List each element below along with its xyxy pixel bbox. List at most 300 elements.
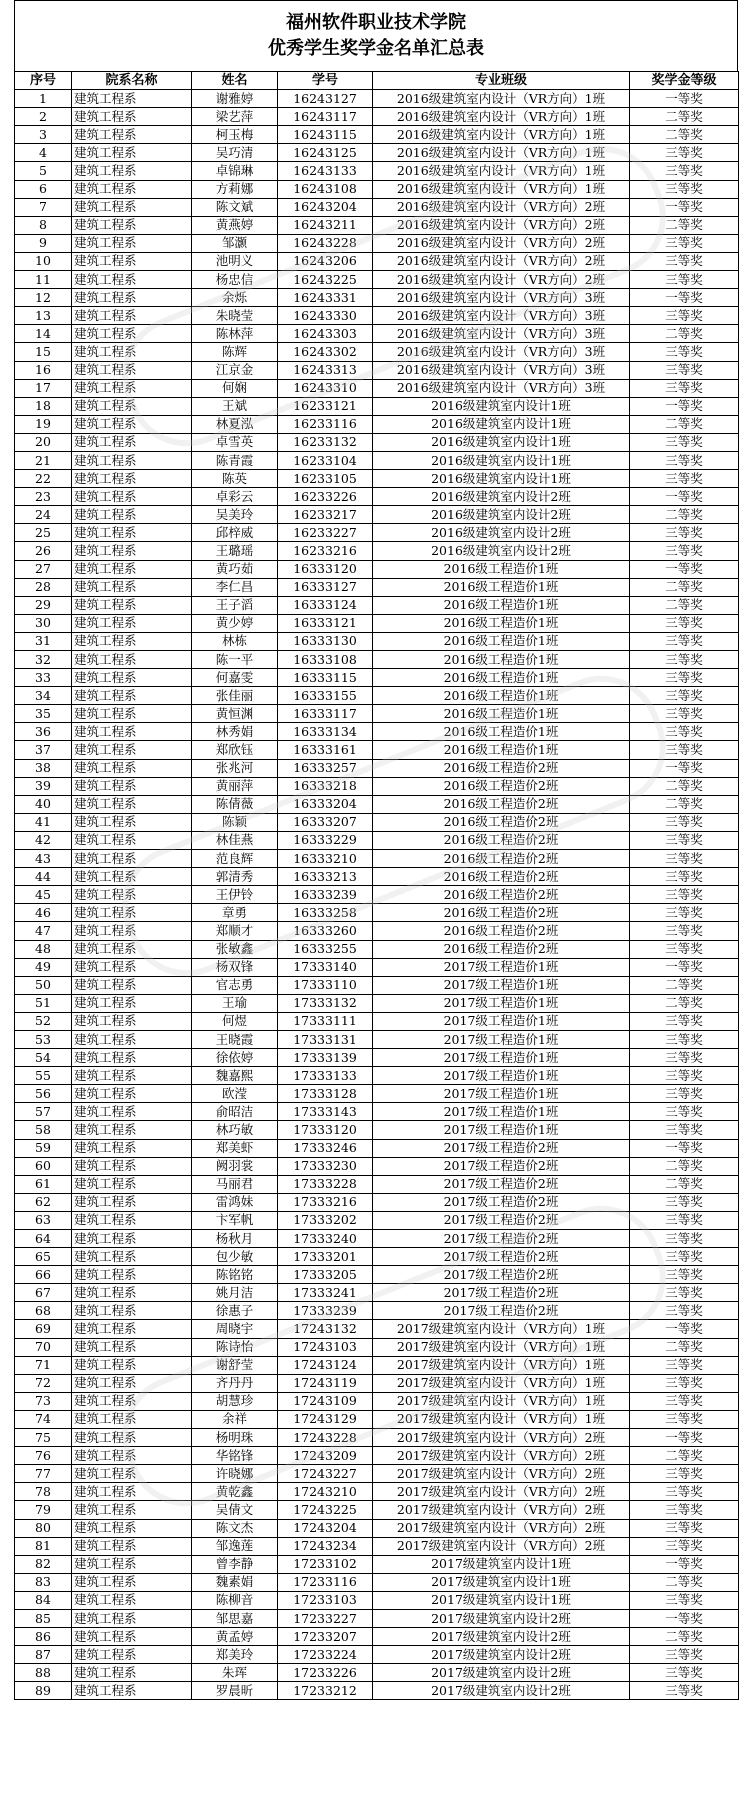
row-index: 64 bbox=[15, 1230, 72, 1248]
row-index: 56 bbox=[15, 1085, 72, 1103]
table-row bbox=[15, 1555, 739, 1573]
header-index: 序号 bbox=[15, 72, 72, 90]
row-department: 建筑工程系 bbox=[72, 343, 192, 361]
row-index: 4 bbox=[15, 144, 72, 162]
row-student-id: 17333202 bbox=[278, 1211, 373, 1229]
table-row bbox=[15, 1465, 739, 1483]
row-award-level: 三等奖 bbox=[630, 1465, 739, 1483]
row-department: 建筑工程系 bbox=[72, 1410, 192, 1428]
table-row bbox=[15, 1646, 739, 1664]
row-student-id: 16233227 bbox=[278, 524, 373, 542]
row-name: 杨明珠 bbox=[192, 1429, 278, 1447]
row-index: 18 bbox=[15, 397, 72, 415]
row-award-level: 三等奖 bbox=[630, 813, 739, 831]
row-index: 84 bbox=[15, 1591, 72, 1609]
row-student-id: 17333143 bbox=[278, 1103, 373, 1121]
row-department: 建筑工程系 bbox=[72, 1302, 192, 1320]
row-award-level: 一等奖 bbox=[630, 1429, 739, 1447]
row-index: 59 bbox=[15, 1139, 72, 1157]
row-award-level: 三等奖 bbox=[630, 868, 739, 886]
table-row bbox=[15, 1338, 739, 1356]
row-class: 2016级建筑室内设计2班 bbox=[373, 506, 630, 524]
row-award-level: 三等奖 bbox=[630, 271, 739, 289]
row-class: 2016级工程造价2班 bbox=[373, 922, 630, 940]
row-class: 2016级建筑室内设计（VR方向）3班 bbox=[373, 325, 630, 343]
row-index: 40 bbox=[15, 795, 72, 813]
row-class: 2017级建筑室内设计（VR方向）2班 bbox=[373, 1519, 630, 1537]
row-department: 建筑工程系 bbox=[72, 976, 192, 994]
row-student-id: 16333258 bbox=[278, 904, 373, 922]
table-row bbox=[15, 1664, 739, 1682]
table-row bbox=[15, 1049, 739, 1067]
row-class: 2017级建筑室内设计（VR方向）1班 bbox=[373, 1410, 630, 1428]
row-class: 2017级工程造价1班 bbox=[373, 1121, 630, 1139]
row-student-id: 17243109 bbox=[278, 1392, 373, 1410]
row-name: 杨忠信 bbox=[192, 271, 278, 289]
row-student-id: 16233116 bbox=[278, 415, 373, 433]
row-name: 邹逸莲 bbox=[192, 1537, 278, 1555]
row-name: 谢舒莹 bbox=[192, 1356, 278, 1374]
row-class: 2016级工程造价2班 bbox=[373, 777, 630, 795]
row-index: 27 bbox=[15, 560, 72, 578]
row-name: 王子滔 bbox=[192, 596, 278, 614]
row-student-id: 16243108 bbox=[278, 180, 373, 198]
row-award-level: 一等奖 bbox=[630, 560, 739, 578]
row-department: 建筑工程系 bbox=[72, 108, 192, 126]
row-student-id: 17333110 bbox=[278, 976, 373, 994]
row-name: 黄恒渊 bbox=[192, 705, 278, 723]
row-name: 黄孟婷 bbox=[192, 1628, 278, 1646]
row-index: 78 bbox=[15, 1483, 72, 1501]
row-class: 2017级工程造价2班 bbox=[373, 1302, 630, 1320]
row-award-level: 三等奖 bbox=[630, 632, 739, 650]
row-student-id: 17333205 bbox=[278, 1266, 373, 1284]
row-index: 19 bbox=[15, 415, 72, 433]
row-index: 47 bbox=[15, 922, 72, 940]
table-row bbox=[15, 307, 739, 325]
header-row bbox=[15, 72, 739, 90]
row-index: 57 bbox=[15, 1103, 72, 1121]
row-name: 林秀娟 bbox=[192, 723, 278, 741]
row-student-id: 16243127 bbox=[278, 90, 373, 108]
row-name: 黄少婷 bbox=[192, 614, 278, 632]
row-index: 41 bbox=[15, 813, 72, 831]
row-index: 48 bbox=[15, 940, 72, 958]
row-class: 2016级工程造价2班 bbox=[373, 813, 630, 831]
row-name: 邹思嘉 bbox=[192, 1609, 278, 1627]
row-student-id: 16243313 bbox=[278, 361, 373, 379]
row-department: 建筑工程系 bbox=[72, 1628, 192, 1646]
row-index: 17 bbox=[15, 379, 72, 397]
row-class: 2016级建筑室内设计1班 bbox=[373, 397, 630, 415]
scholarship-table bbox=[14, 71, 739, 1700]
row-student-id: 16333210 bbox=[278, 850, 373, 868]
row-department: 建筑工程系 bbox=[72, 1537, 192, 1555]
row-student-id: 17333128 bbox=[278, 1085, 373, 1103]
row-class: 2017级工程造价2班 bbox=[373, 1157, 630, 1175]
row-index: 66 bbox=[15, 1266, 72, 1284]
row-class: 2016级建筑室内设计（VR方向）1班 bbox=[373, 108, 630, 126]
row-award-level: 三等奖 bbox=[630, 1519, 739, 1537]
row-index: 12 bbox=[15, 289, 72, 307]
row-class: 2017级建筑室内设计2班 bbox=[373, 1609, 630, 1627]
row-department: 建筑工程系 bbox=[72, 180, 192, 198]
row-award-level: 三等奖 bbox=[630, 1012, 739, 1030]
row-name: 张佳丽 bbox=[192, 687, 278, 705]
row-class: 2017级工程造价1班 bbox=[373, 1103, 630, 1121]
row-name: 卞军帆 bbox=[192, 1211, 278, 1229]
row-index: 85 bbox=[15, 1609, 72, 1627]
row-award-level: 三等奖 bbox=[630, 651, 739, 669]
row-award-level: 三等奖 bbox=[630, 741, 739, 759]
row-department: 建筑工程系 bbox=[72, 940, 192, 958]
row-name: 徐依婷 bbox=[192, 1049, 278, 1067]
row-department: 建筑工程系 bbox=[72, 614, 192, 632]
row-department: 建筑工程系 bbox=[72, 126, 192, 144]
row-name: 陈诗怡 bbox=[192, 1338, 278, 1356]
row-award-level: 三等奖 bbox=[630, 542, 739, 560]
header-name: 姓名 bbox=[192, 72, 278, 90]
row-student-id: 16333204 bbox=[278, 795, 373, 813]
row-department: 建筑工程系 bbox=[72, 1320, 192, 1338]
row-class: 2016级建筑室内设计（VR方向）2班 bbox=[373, 271, 630, 289]
row-award-level: 三等奖 bbox=[630, 1049, 739, 1067]
row-class: 2017级建筑室内设计2班 bbox=[373, 1664, 630, 1682]
row-class: 2017级建筑室内设计（VR方向）1班 bbox=[373, 1356, 630, 1374]
row-name: 魏素娟 bbox=[192, 1573, 278, 1591]
row-class: 2017级建筑室内设计（VR方向）1班 bbox=[373, 1392, 630, 1410]
row-award-level: 三等奖 bbox=[630, 1067, 739, 1085]
row-department: 建筑工程系 bbox=[72, 723, 192, 741]
row-student-id: 16243310 bbox=[278, 379, 373, 397]
table-row bbox=[15, 687, 739, 705]
row-class: 2016级建筑室内设计（VR方向）1班 bbox=[373, 90, 630, 108]
row-class: 2016级建筑室内设计1班 bbox=[373, 470, 630, 488]
row-department: 建筑工程系 bbox=[72, 886, 192, 904]
table-row bbox=[15, 1302, 739, 1320]
row-department: 建筑工程系 bbox=[72, 415, 192, 433]
row-index: 53 bbox=[15, 1030, 72, 1048]
row-class: 2016级建筑室内设计（VR方向）3班 bbox=[373, 343, 630, 361]
row-name: 林夏泓 bbox=[192, 415, 278, 433]
row-student-id: 16243302 bbox=[278, 343, 373, 361]
row-award-level: 一等奖 bbox=[630, 759, 739, 777]
row-award-level: 三等奖 bbox=[630, 705, 739, 723]
row-department: 建筑工程系 bbox=[72, 687, 192, 705]
row-class: 2016级工程造价2班 bbox=[373, 850, 630, 868]
row-student-id: 17333139 bbox=[278, 1049, 373, 1067]
row-class: 2017级工程造价1班 bbox=[373, 1030, 630, 1048]
row-index: 23 bbox=[15, 488, 72, 506]
row-class: 2016级工程造价2班 bbox=[373, 868, 630, 886]
table-row bbox=[15, 813, 739, 831]
row-name: 陈柳音 bbox=[192, 1591, 278, 1609]
row-department: 建筑工程系 bbox=[72, 1374, 192, 1392]
row-name: 魏嘉熙 bbox=[192, 1067, 278, 1085]
row-department: 建筑工程系 bbox=[72, 777, 192, 795]
table-row bbox=[15, 451, 739, 469]
row-name: 陈英 bbox=[192, 470, 278, 488]
table-row bbox=[15, 1374, 739, 1392]
row-student-id: 17333120 bbox=[278, 1121, 373, 1139]
row-name: 吴美玲 bbox=[192, 506, 278, 524]
row-department: 建筑工程系 bbox=[72, 1465, 192, 1483]
table-row bbox=[15, 1175, 739, 1193]
row-class: 2017级工程造价2班 bbox=[373, 1139, 630, 1157]
row-class: 2016级建筑室内设计2班 bbox=[373, 542, 630, 560]
row-name: 齐丹丹 bbox=[192, 1374, 278, 1392]
row-student-id: 16243125 bbox=[278, 144, 373, 162]
table-row bbox=[15, 1103, 739, 1121]
row-index: 36 bbox=[15, 723, 72, 741]
row-student-id: 17243204 bbox=[278, 1519, 373, 1537]
row-class: 2016级建筑室内设计（VR方向）2班 bbox=[373, 234, 630, 252]
table-row bbox=[15, 1157, 739, 1175]
row-student-id: 16243133 bbox=[278, 162, 373, 180]
row-department: 建筑工程系 bbox=[72, 144, 192, 162]
row-class: 2016级建筑室内设计1班 bbox=[373, 415, 630, 433]
row-department: 建筑工程系 bbox=[72, 1646, 192, 1664]
row-department: 建筑工程系 bbox=[72, 1447, 192, 1465]
row-student-id: 16243330 bbox=[278, 307, 373, 325]
row-name: 陈颖 bbox=[192, 813, 278, 831]
row-index: 5 bbox=[15, 162, 72, 180]
table-row bbox=[15, 108, 739, 126]
row-award-level: 一等奖 bbox=[630, 1555, 739, 1573]
row-department: 建筑工程系 bbox=[72, 1682, 192, 1700]
row-index: 75 bbox=[15, 1429, 72, 1447]
row-student-id: 16243115 bbox=[278, 126, 373, 144]
row-department: 建筑工程系 bbox=[72, 198, 192, 216]
row-student-id: 17243209 bbox=[278, 1447, 373, 1465]
row-class: 2016级工程造价1班 bbox=[373, 669, 630, 687]
row-index: 38 bbox=[15, 759, 72, 777]
row-class: 2017级工程造价2班 bbox=[373, 1211, 630, 1229]
row-index: 71 bbox=[15, 1356, 72, 1374]
table-row bbox=[15, 379, 739, 397]
row-award-level: 一等奖 bbox=[630, 397, 739, 415]
row-student-id: 16233121 bbox=[278, 397, 373, 415]
table-row bbox=[15, 271, 739, 289]
row-student-id: 17233227 bbox=[278, 1609, 373, 1627]
table-row bbox=[15, 506, 739, 524]
row-index: 15 bbox=[15, 343, 72, 361]
table-row bbox=[15, 1284, 739, 1302]
row-department: 建筑工程系 bbox=[72, 1609, 192, 1627]
row-name: 马丽君 bbox=[192, 1175, 278, 1193]
table-row bbox=[15, 741, 739, 759]
row-student-id: 17333111 bbox=[278, 1012, 373, 1030]
row-name: 陈铭铭 bbox=[192, 1266, 278, 1284]
row-student-id: 17333241 bbox=[278, 1284, 373, 1302]
row-class: 2017级工程造价1班 bbox=[373, 1085, 630, 1103]
row-index: 67 bbox=[15, 1284, 72, 1302]
row-student-id: 16233216 bbox=[278, 542, 373, 560]
row-department: 建筑工程系 bbox=[72, 1338, 192, 1356]
row-award-level: 三等奖 bbox=[630, 1284, 739, 1302]
table-row bbox=[15, 1193, 739, 1211]
row-class: 2017级工程造价2班 bbox=[373, 1175, 630, 1193]
row-student-id: 17333239 bbox=[278, 1302, 373, 1320]
row-index: 87 bbox=[15, 1646, 72, 1664]
row-name: 卓锦琳 bbox=[192, 162, 278, 180]
row-class: 2016级工程造价2班 bbox=[373, 886, 630, 904]
row-award-level: 二等奖 bbox=[630, 994, 739, 1012]
table-row bbox=[15, 1266, 739, 1284]
table-row bbox=[15, 1012, 739, 1030]
row-index: 32 bbox=[15, 651, 72, 669]
table-row bbox=[15, 234, 739, 252]
row-department: 建筑工程系 bbox=[72, 1519, 192, 1537]
row-index: 74 bbox=[15, 1410, 72, 1428]
row-index: 25 bbox=[15, 524, 72, 542]
row-award-level: 二等奖 bbox=[630, 126, 739, 144]
row-student-id: 16243204 bbox=[278, 198, 373, 216]
row-index: 31 bbox=[15, 632, 72, 650]
row-name: 郑美虾 bbox=[192, 1139, 278, 1157]
row-student-id: 17233116 bbox=[278, 1573, 373, 1591]
row-award-level: 三等奖 bbox=[630, 1664, 739, 1682]
row-student-id: 16333130 bbox=[278, 632, 373, 650]
row-department: 建筑工程系 bbox=[72, 1248, 192, 1266]
table-row bbox=[15, 560, 739, 578]
row-department: 建筑工程系 bbox=[72, 1030, 192, 1048]
row-award-level: 二等奖 bbox=[630, 216, 739, 234]
row-class: 2016级建筑室内设计2班 bbox=[373, 488, 630, 506]
row-student-id: 16333257 bbox=[278, 759, 373, 777]
table-row bbox=[15, 343, 739, 361]
row-index: 49 bbox=[15, 958, 72, 976]
row-index: 76 bbox=[15, 1447, 72, 1465]
row-index: 2 bbox=[15, 108, 72, 126]
row-award-level: 三等奖 bbox=[630, 470, 739, 488]
row-class: 2016级建筑室内设计1班 bbox=[373, 451, 630, 469]
row-index: 30 bbox=[15, 614, 72, 632]
row-student-id: 16333134 bbox=[278, 723, 373, 741]
row-award-level: 二等奖 bbox=[630, 578, 739, 596]
row-department: 建筑工程系 bbox=[72, 1157, 192, 1175]
row-award-level: 一等奖 bbox=[630, 289, 739, 307]
row-class: 2016级建筑室内设计2班 bbox=[373, 524, 630, 542]
row-award-level: 三等奖 bbox=[630, 1121, 739, 1139]
row-class: 2017级工程造价1班 bbox=[373, 976, 630, 994]
row-department: 建筑工程系 bbox=[72, 578, 192, 596]
row-award-level: 三等奖 bbox=[630, 922, 739, 940]
row-department: 建筑工程系 bbox=[72, 651, 192, 669]
row-index: 45 bbox=[15, 886, 72, 904]
row-class: 2016级工程造价1班 bbox=[373, 578, 630, 596]
row-class: 2017级工程造价1班 bbox=[373, 958, 630, 976]
row-department: 建筑工程系 bbox=[72, 741, 192, 759]
row-index: 20 bbox=[15, 433, 72, 451]
table-row bbox=[15, 1573, 739, 1591]
table-row bbox=[15, 723, 739, 741]
row-index: 24 bbox=[15, 506, 72, 524]
row-class: 2017级建筑室内设计（VR方向）2班 bbox=[373, 1537, 630, 1555]
row-student-id: 16243228 bbox=[278, 234, 373, 252]
row-department: 建筑工程系 bbox=[72, 705, 192, 723]
row-award-level: 三等奖 bbox=[630, 451, 739, 469]
row-index: 62 bbox=[15, 1193, 72, 1211]
row-index: 58 bbox=[15, 1121, 72, 1139]
row-index: 86 bbox=[15, 1628, 72, 1646]
row-name: 胡慧珍 bbox=[192, 1392, 278, 1410]
row-class: 2017级建筑室内设计（VR方向）2班 bbox=[373, 1501, 630, 1519]
row-index: 26 bbox=[15, 542, 72, 560]
row-award-level: 二等奖 bbox=[630, 777, 739, 795]
table-row bbox=[15, 578, 739, 596]
row-department: 建筑工程系 bbox=[72, 361, 192, 379]
row-department: 建筑工程系 bbox=[72, 1121, 192, 1139]
row-award-level: 三等奖 bbox=[630, 1103, 739, 1121]
row-class: 2016级建筑室内设计（VR方向）1班 bbox=[373, 162, 630, 180]
row-award-level: 二等奖 bbox=[630, 108, 739, 126]
row-department: 建筑工程系 bbox=[72, 470, 192, 488]
row-name: 何娴 bbox=[192, 379, 278, 397]
row-class: 2017级建筑室内设计1班 bbox=[373, 1573, 630, 1591]
row-award-level: 二等奖 bbox=[630, 1157, 739, 1175]
row-index: 43 bbox=[15, 850, 72, 868]
row-award-level: 三等奖 bbox=[630, 524, 739, 542]
row-name: 阙羽裳 bbox=[192, 1157, 278, 1175]
table-row bbox=[15, 1121, 739, 1139]
row-student-id: 16333121 bbox=[278, 614, 373, 632]
header-department: 院系名称 bbox=[72, 72, 192, 90]
row-award-level: 一等奖 bbox=[630, 958, 739, 976]
row-student-id: 17333228 bbox=[278, 1175, 373, 1193]
row-name: 张敏鑫 bbox=[192, 940, 278, 958]
row-index: 68 bbox=[15, 1302, 72, 1320]
table-row bbox=[15, 1320, 739, 1338]
row-index: 13 bbox=[15, 307, 72, 325]
table-row bbox=[15, 994, 739, 1012]
row-index: 10 bbox=[15, 252, 72, 270]
row-index: 69 bbox=[15, 1320, 72, 1338]
row-name: 梁艺萍 bbox=[192, 108, 278, 126]
row-name: 包少敏 bbox=[192, 1248, 278, 1266]
row-student-id: 16333117 bbox=[278, 705, 373, 723]
row-class: 2017级建筑室内设计（VR方向）2班 bbox=[373, 1429, 630, 1447]
row-award-level: 三等奖 bbox=[630, 669, 739, 687]
header-award-level: 奖学金等级 bbox=[630, 72, 739, 90]
table-row bbox=[15, 1230, 739, 1248]
row-class: 2016级建筑室内设计（VR方向）2班 bbox=[373, 198, 630, 216]
table-row bbox=[15, 1501, 739, 1519]
row-student-id: 17333246 bbox=[278, 1139, 373, 1157]
row-class: 2017级建筑室内设计2班 bbox=[373, 1646, 630, 1664]
row-name: 吴巧清 bbox=[192, 144, 278, 162]
row-department: 建筑工程系 bbox=[72, 1591, 192, 1609]
row-name: 余祥 bbox=[192, 1410, 278, 1428]
row-class: 2017级建筑室内设计（VR方向）2班 bbox=[373, 1447, 630, 1465]
row-class: 2016级工程造价1班 bbox=[373, 687, 630, 705]
row-student-id: 17233102 bbox=[278, 1555, 373, 1573]
row-class: 2017级工程造价2班 bbox=[373, 1266, 630, 1284]
row-name: 卓雪英 bbox=[192, 433, 278, 451]
row-student-id: 17333230 bbox=[278, 1157, 373, 1175]
table-row bbox=[15, 1392, 739, 1410]
row-department: 建筑工程系 bbox=[72, 831, 192, 849]
row-award-level: 二等奖 bbox=[630, 1573, 739, 1591]
row-class: 2016级工程造价1班 bbox=[373, 741, 630, 759]
row-class: 2016级建筑室内设计1班 bbox=[373, 433, 630, 451]
row-department: 建筑工程系 bbox=[72, 271, 192, 289]
table-row bbox=[15, 651, 739, 669]
row-award-level: 三等奖 bbox=[630, 687, 739, 705]
row-department: 建筑工程系 bbox=[72, 488, 192, 506]
row-class: 2017级建筑室内设计1班 bbox=[373, 1555, 630, 1573]
row-department: 建筑工程系 bbox=[72, 850, 192, 868]
